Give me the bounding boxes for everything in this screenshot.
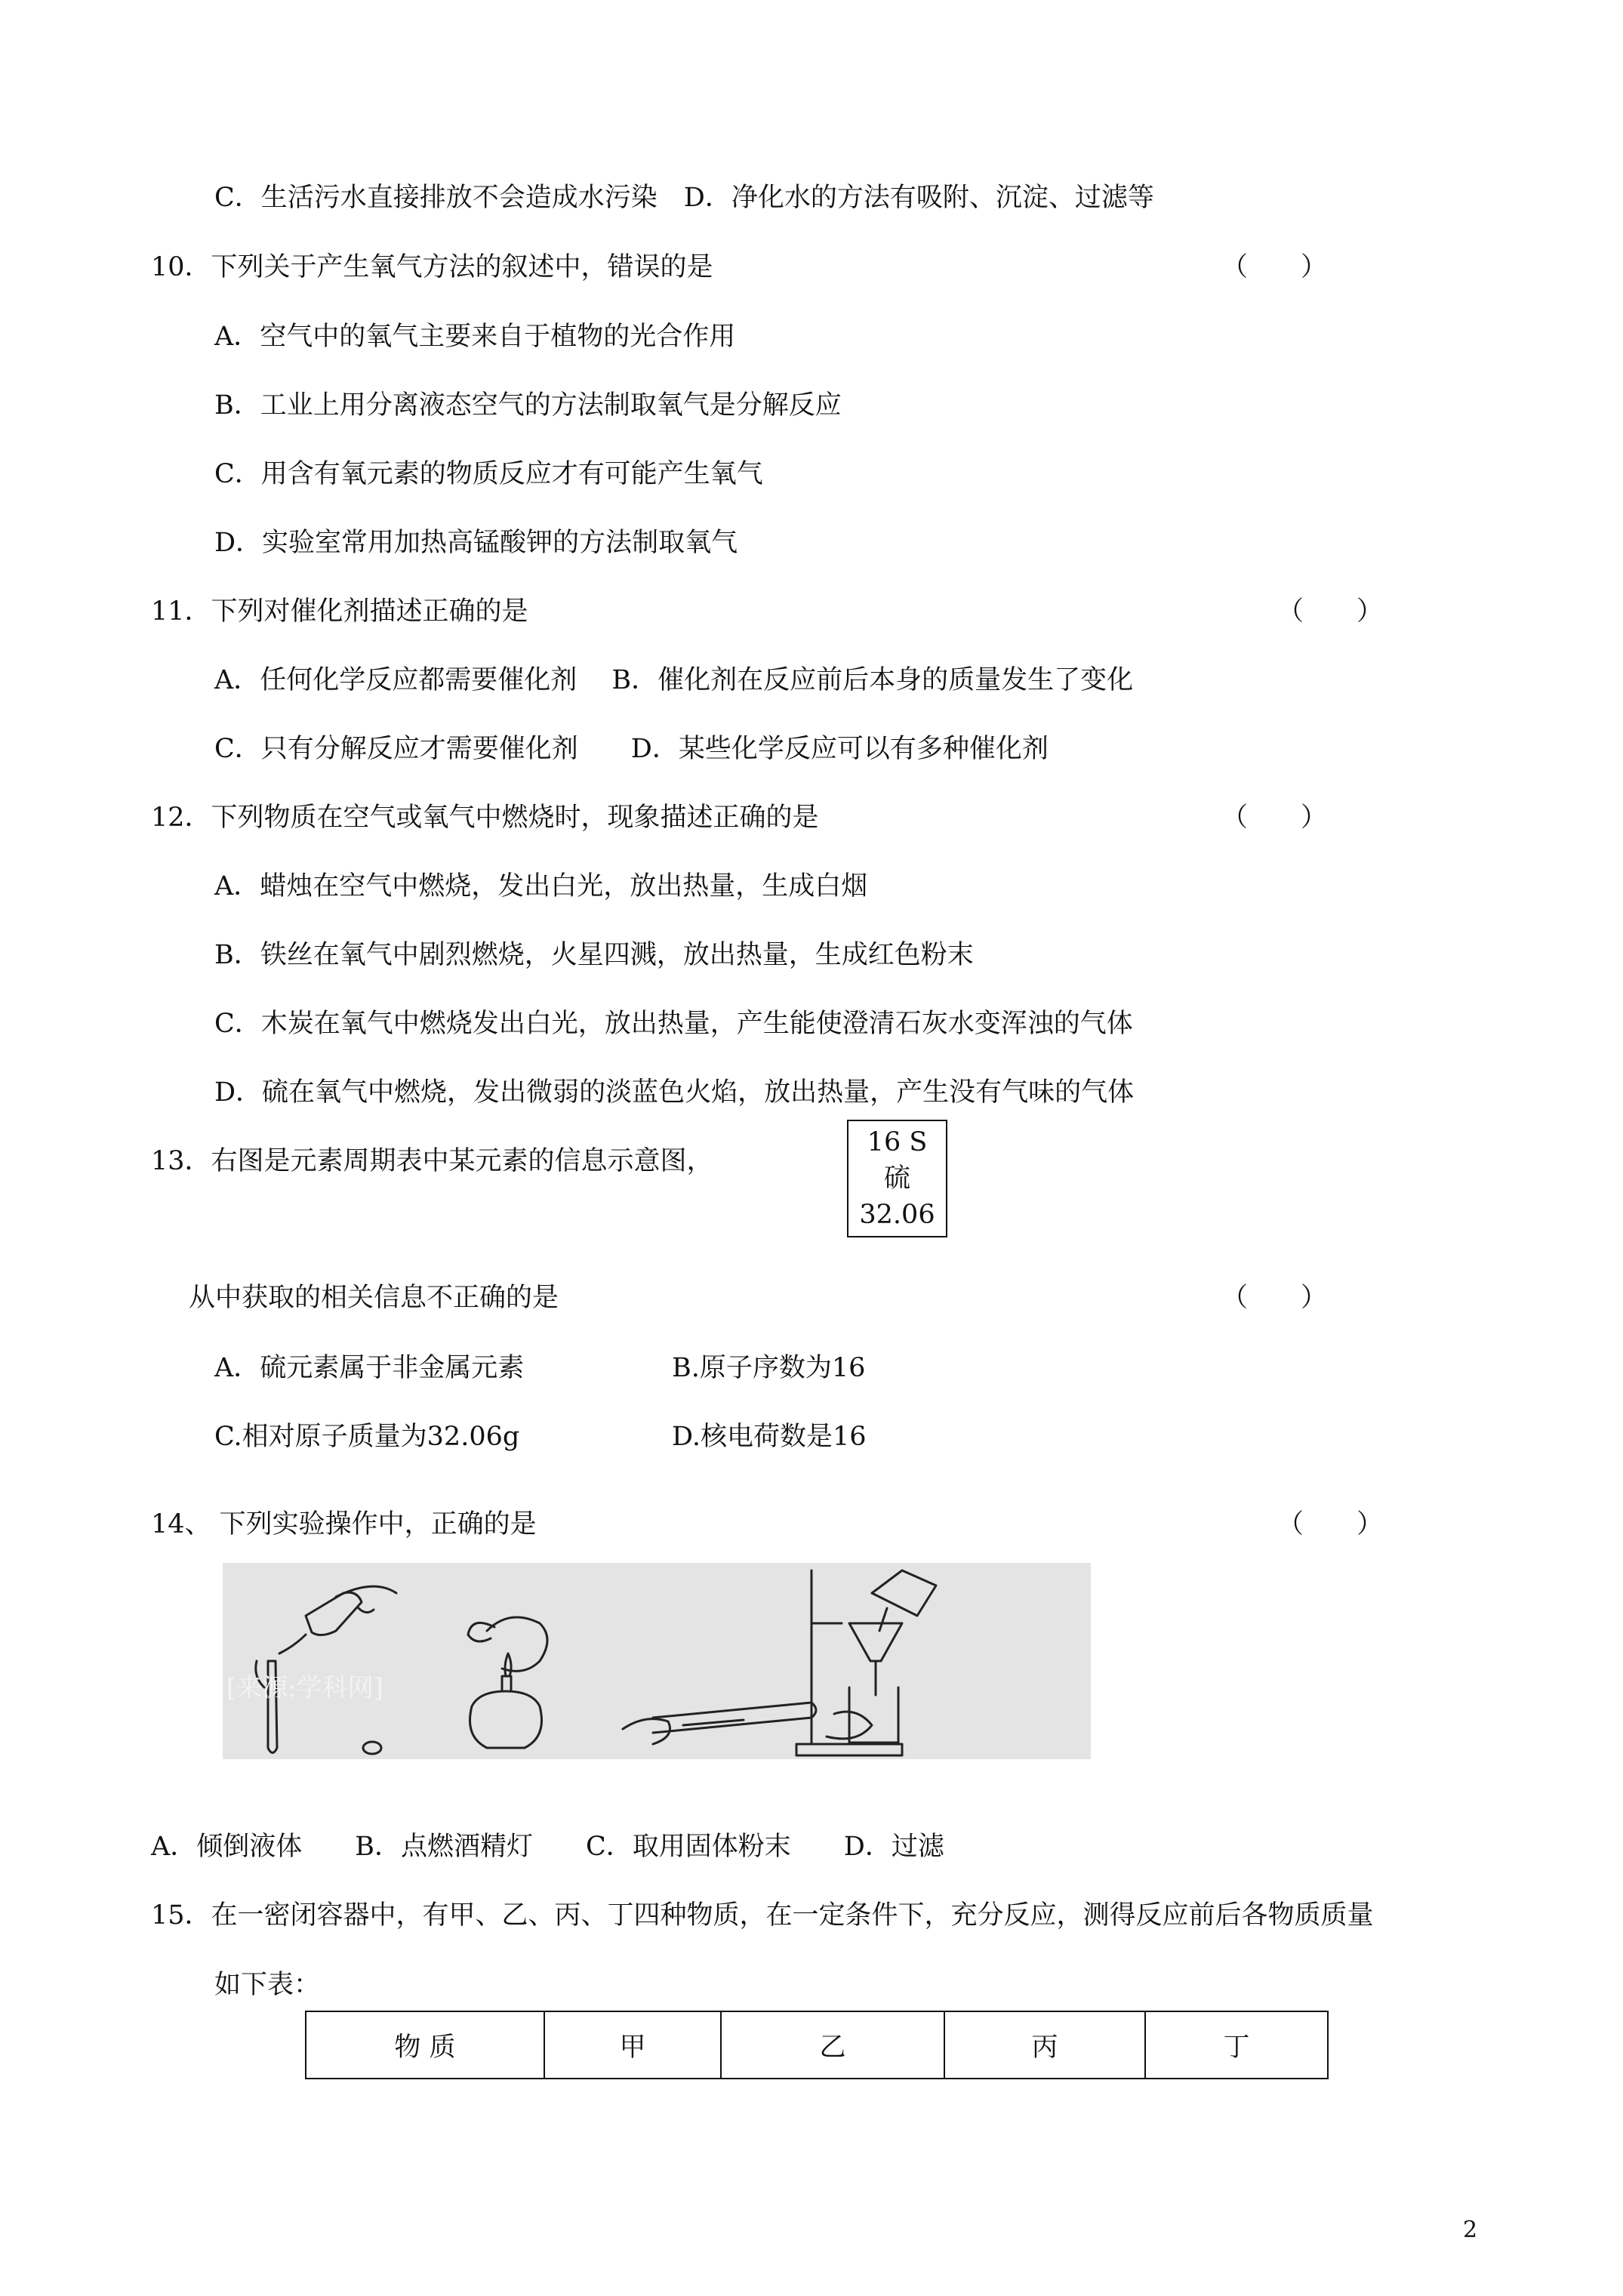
q13-option-a: A．硫元素属于非金属元素 bbox=[214, 1353, 525, 1383]
element-mass: 32.06 bbox=[859, 1200, 935, 1230]
bottle-stopper-icon bbox=[363, 1742, 381, 1754]
table-header-cell: 丁 bbox=[1145, 2011, 1328, 2079]
q10-option-c: C．用含有氧元素的物质反应才有可能产生氧气 bbox=[214, 459, 763, 489]
page-number: 2 bbox=[1463, 2217, 1478, 2243]
q14-options: A．倾倒液体 B．点燃酒精灯 C．取用固体粉末 D．过滤 bbox=[151, 1832, 944, 1862]
q12-option-d: D．硫在氧气中燃烧，发出微弱的淡蓝色火焰，放出热量，产生没有气味的气体 bbox=[214, 1077, 1135, 1108]
table-row bbox=[306, 2011, 1328, 2079]
table-header-cell: 物 质 bbox=[306, 2011, 544, 2079]
q11-option-a-b: A．任何化学反应都需要催化剂 B．催化剂在反应前后本身的质量发生了变化 bbox=[214, 665, 1134, 695]
pouring-beaker-icon bbox=[872, 1570, 936, 1616]
element-info-box bbox=[847, 1120, 947, 1237]
table-header-cell: 乙 bbox=[721, 2011, 944, 2079]
q13-option-d: D.核电荷数是16 bbox=[672, 1422, 867, 1452]
lab-operations-figure bbox=[223, 1563, 1091, 1759]
q10-option-b: B．工业上用分离液态空气的方法制取氧气是分解反应 bbox=[214, 390, 842, 421]
element-number-symbol: 16 S bbox=[867, 1127, 928, 1157]
q11-option-c-d: C．只有分解反应才需要催化剂 D．某些化学反应可以有多种催化剂 bbox=[214, 734, 1049, 764]
answer-blank-11: （ ） bbox=[1277, 596, 1384, 627]
watermark: [来源:学科网] bbox=[226, 1673, 383, 1703]
q10-option-a: A．空气中的氧气主要来自于植物的光合作用 bbox=[214, 322, 736, 352]
q13-option-b: B.原子序数为16 bbox=[672, 1353, 866, 1383]
question-13: 13．右图是元素周期表中某元素的信息示意图， bbox=[151, 1146, 713, 1176]
reagent-bottle-icon bbox=[306, 1592, 362, 1635]
answer-blank-12: （ ） bbox=[1221, 803, 1328, 833]
q13-option-c: C.相对原子质量为32.06g bbox=[214, 1422, 520, 1452]
question-13-continued: 从中获取的相关信息不正确的是 bbox=[189, 1283, 559, 1313]
table-header-cell: 甲 bbox=[544, 2011, 721, 2079]
mass-table bbox=[305, 2011, 1329, 2079]
question-11: 11．下列对催化剂描述正确的是 bbox=[151, 596, 528, 627]
question-15-continued: 如下表： bbox=[214, 1970, 321, 2000]
question-10: 10．下列关于产生氧气方法的叙述中，错误的是 bbox=[151, 252, 713, 282]
lab-operations-drawing bbox=[223, 1563, 1091, 1759]
question-15: 15．在一密闭容器中，有甲、乙、丙、丁四种物质，在一定条件下，充分反应，测得反应前后各物质质量 bbox=[151, 1900, 1374, 1931]
question-14: 14、 下列实验操作中，正确的是 bbox=[151, 1509, 537, 1539]
q12-option-c: C．木炭在氧气中燃烧发出白光，放出热量，产生能使澄清石灰水变浑浊的气体 bbox=[214, 1009, 1133, 1039]
answer-blank-10: （ ） bbox=[1221, 252, 1328, 282]
alcohol-lamp-icon bbox=[470, 1691, 542, 1748]
answer-blank-13: （ ） bbox=[1221, 1283, 1328, 1313]
q12-option-a: A．蜡烛在空气中燃烧，发出白光，放出热量，生成白烟 bbox=[214, 871, 868, 901]
second-lamp-icon bbox=[487, 1617, 547, 1671]
beaker-icon bbox=[849, 1687, 898, 1743]
answer-blank-14: （ ） bbox=[1277, 1509, 1384, 1539]
question-12: 12．下列物质在空气或氧气中燃烧时，现象描述正确的是 bbox=[151, 803, 819, 833]
q10-option-d: D．实验室常用加热高锰酸钾的方法制取氧气 bbox=[214, 528, 738, 558]
funnel-icon bbox=[849, 1623, 902, 1661]
q12-option-b: B．铁丝在氧气中剧烈燃烧，火星四溅，放出热量，生成红色粉末 bbox=[214, 940, 974, 970]
q9-option-c-d: C．生活污水直接排放不会造成水污染 D．净化水的方法有吸附、沉淀、过滤等 bbox=[214, 183, 1154, 213]
table-header-cell: 丙 bbox=[944, 2011, 1145, 2079]
iron-stand-base-icon bbox=[796, 1744, 902, 1755]
element-name: 硫 bbox=[883, 1163, 910, 1194]
